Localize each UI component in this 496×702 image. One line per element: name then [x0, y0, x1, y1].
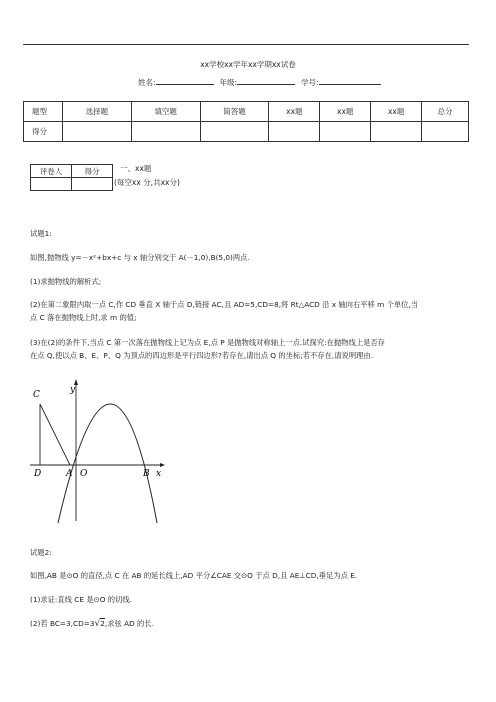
q1-stem: 如图,抛物线 y=－x²+bx+c 与 x 轴分别交于 A(－1,0),B(5,0)两点.	[30, 253, 250, 262]
grader-cell[interactable]	[31, 178, 72, 191]
q1-part3-line1: (3)在(2)的条件下,当点 C 第一次落在抛物线上记为点 E,点 P 是抛物线对称轴上一点.试探究:在抛物线上是否存	[30, 338, 385, 347]
q1-part3-line2: 在点 Q,使以点 B、E、P、Q 为顶点的四边形是平行四边形?若存在,请出点 Q 的坐标;若不存在,请说明理由.	[30, 351, 374, 360]
q1-title: 试题1:	[30, 229, 52, 238]
q1-part2-line1: (2)在第二象限内取一点 C,作 CD 垂直 X 轴于点 D,链接 AC,且 AD=5,CD=8,将 Rt△ACD 沿 x 轴向右平移 m 个单位,当	[30, 300, 419, 309]
name-label: 姓名:	[138, 78, 156, 87]
top-rule	[23, 44, 469, 45]
header-cell: 简答题	[200, 102, 269, 122]
score-row-label: 得分	[24, 122, 63, 142]
q2-part2-suffix: ,求弦 AD 的长.	[104, 619, 154, 628]
header-cell: 题型	[24, 102, 63, 122]
q2-title: 试题2:	[30, 548, 52, 557]
header-cell: 填空题	[131, 102, 200, 122]
score-cell[interactable]	[63, 122, 132, 142]
x-axis-arrow	[160, 463, 165, 467]
triangle-acd	[40, 404, 70, 465]
grader-header: 评卷人	[31, 165, 72, 178]
score-table	[23, 101, 469, 142]
grade-blank[interactable]	[237, 84, 295, 85]
score-cell[interactable]	[269, 122, 320, 142]
header-cell: xx题	[371, 102, 422, 122]
sqrt-sign: √	[94, 619, 101, 629]
header-cell: 选择题	[63, 102, 132, 122]
q1-part1: (1)求抛物线的解析式;	[30, 277, 102, 286]
label-b: B	[143, 469, 150, 479]
header-cell: xx题	[269, 102, 320, 122]
score-table-score-row	[24, 122, 469, 142]
score-cell[interactable]	[131, 122, 200, 142]
grader-table	[30, 164, 113, 191]
score-table-header-row	[24, 102, 469, 122]
score-cell[interactable]	[320, 122, 371, 142]
radicand: 2	[100, 619, 105, 628]
q2-stem: 如图,AB 是⊙O 的直径,点 C 在 AB 的延长线上,AD 平分∠CAE 交⊙O 于点 D,且 AE⊥CD,垂足为点 E.	[30, 571, 358, 580]
q1-part2-line2: 点 C 落在抛物线上时,求 m 的值;	[30, 313, 137, 322]
q2-part2	[30, 618, 470, 630]
label-y: y	[70, 385, 76, 395]
label-o: O	[80, 469, 88, 479]
exam-title: xx学校xx学年xx学期xx试卷	[200, 60, 296, 69]
grader-cell[interactable]	[72, 178, 113, 191]
label-c: C	[33, 390, 40, 400]
q2-part1: (1)求证:直线 CE 是⊙O 的切线.	[30, 595, 133, 604]
parabola-curve	[58, 404, 157, 523]
section-subheading: (每空xx 分,共xx分)	[114, 178, 180, 187]
name-blank[interactable]	[156, 84, 214, 85]
grader-score-header: 得分	[72, 165, 113, 178]
score-cell[interactable]	[200, 122, 269, 142]
number-label: 学号:	[301, 78, 319, 87]
label-x: x	[156, 469, 162, 479]
number-blank[interactable]	[319, 84, 381, 85]
section-heading: 一、xx题	[120, 164, 152, 173]
header-cell: xx题	[320, 102, 371, 122]
label-a: A	[66, 469, 73, 479]
score-cell[interactable]	[371, 122, 422, 142]
parabola-figure	[25, 375, 175, 525]
header-cell: 总分	[422, 102, 469, 122]
q2-part2-prefix: (2)若 BC=3,CD=3	[30, 619, 95, 628]
student-info-line	[138, 78, 398, 88]
label-d: D	[34, 469, 42, 479]
score-cell[interactable]	[422, 122, 469, 142]
grade-label: 年级:	[219, 78, 238, 87]
